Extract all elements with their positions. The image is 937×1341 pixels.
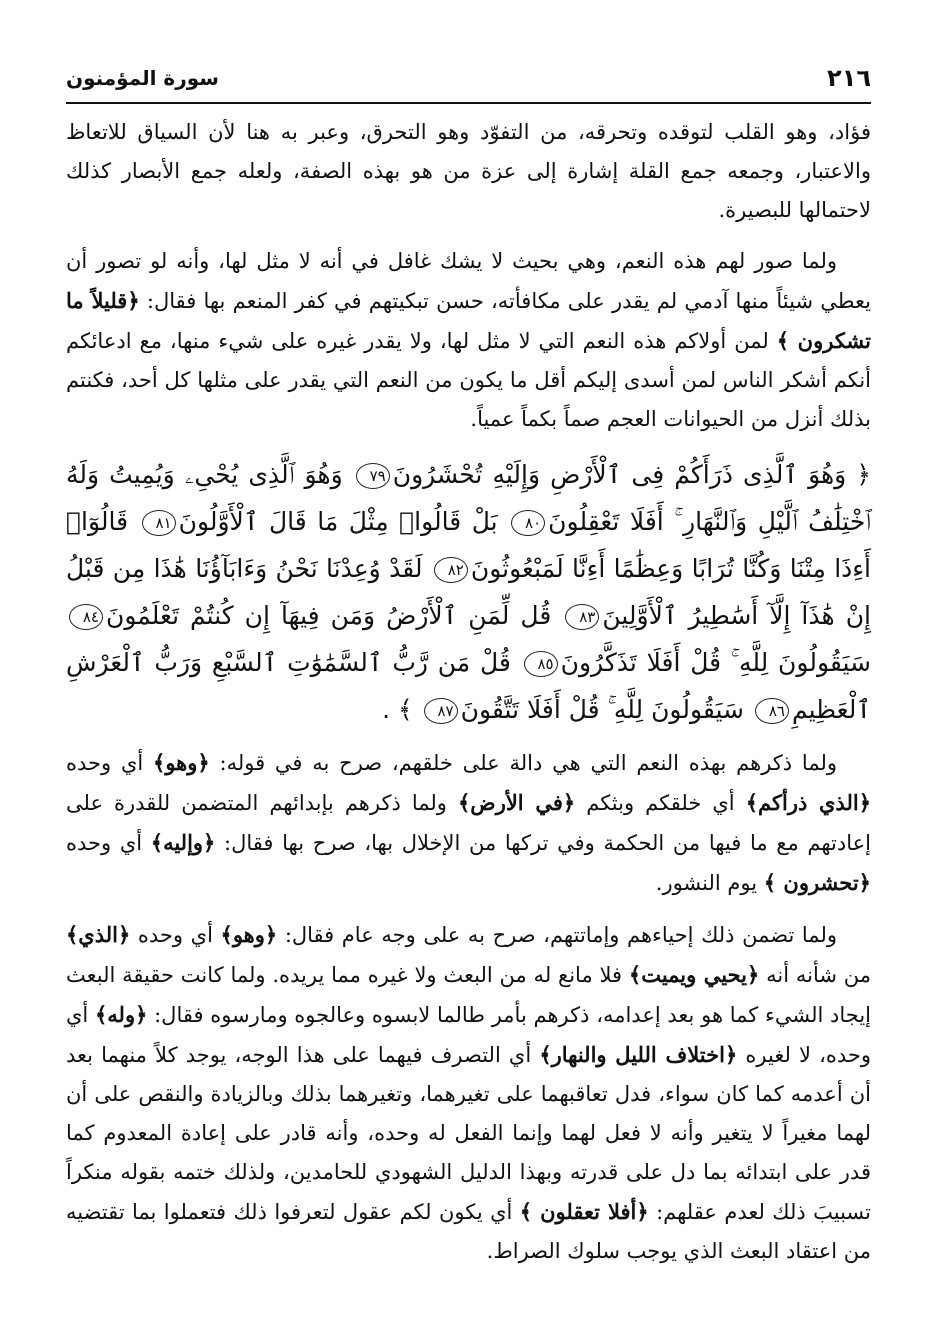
paragraph-text: لمن أولاكم هذه النعم التي لا مثل لها، ولا يقدر غيره على شيء منها، مع ادعائكم أنكم أشكر الناس لمن أسدى إليكم أقل ما يكون من النعم التي يقدر على مثلها كل أحد، فكنتم بذلك أنزل من الحيوانات العجم صماً بكماً عمياً. <box>66 329 871 431</box>
quran-quote: ﴿في الأرض﴾ <box>458 790 576 815</box>
paragraph-text: أي وحده <box>130 923 221 947</box>
verse-number-marker: ٨٤ <box>69 604 103 630</box>
quran-quote: ﴿وله﴾ <box>94 1002 148 1027</box>
paragraph-4 <box>66 915 871 1271</box>
verse-text: وَهُوَ ٱلَّذِى ذَرَأَكُمْ فِى ٱلْأَرْضِ وَإِلَيْهِ تُحْشَرُونَ <box>392 460 847 489</box>
verse-number-marker: ٨٦ <box>755 698 789 724</box>
quran-quote: ﴿أفلا تعقلون ﴾ <box>519 1199 649 1224</box>
verse-number-marker: ٨٧ <box>424 698 458 724</box>
page-header <box>66 62 871 104</box>
quran-quote: ﴿وإليه﴾ <box>150 830 216 855</box>
quran-quote: ﴿قليلاً ما تشكرون ﴾ <box>66 288 871 353</box>
verse-text: بَلْ قَالُوا۟ مِثْلَ مَا قَالَ ٱلْأَوَّلُونَ <box>178 507 498 536</box>
paragraph-text: ولما صور لهم هذه النعم، وهي بحيث لا يشك غافل في أنه لا مثل لها، وأنه لو تصور أن يعطي شيئاً منها آدمي لم يقدر على مكافأته، حسن تبكيتهم في كفر المنعم بها فقال: <box>66 249 871 313</box>
ornate-bracket-open: ﴿ <box>846 460 871 489</box>
page-body <box>66 113 871 1283</box>
verse-number-marker: ٨٥ <box>524 651 558 677</box>
ornate-bracket-close: ﴾ . <box>382 695 421 724</box>
quran-quote: ﴿اختلاف الليل والنهار﴾ <box>539 1042 738 1067</box>
verse-number-marker: ٨٠ <box>511 510 545 536</box>
paragraph-text: يوم النشور. <box>655 871 764 895</box>
paragraph-text: فؤاد، وهو القلب لتوقده وتحرقه، من التفوّد وهو التحرق، وعبر به هنا لأن السياق للاتعاظ والاعتبار، وجمعه جمع القلة إشارة إلى عزة من هو بهذه الصفة، ولعله جمع الأبصار كذلك لاحتمالها للبصيرة. <box>66 120 871 222</box>
verse-number-marker: ٨٢ <box>434 557 468 583</box>
quran-quote: ﴿تحشرون ﴾ <box>763 870 871 895</box>
paragraph-text: أي خلقكم وبثكم <box>575 791 746 815</box>
verse-number-marker: ٧٩ <box>356 463 390 489</box>
verse-text: سَيَقُولُونَ لِلَّهِ ۚ قُلْ أَفَلَا تَذَكَّرُونَ <box>560 648 871 677</box>
verse-number-marker: ٨١ <box>142 510 176 536</box>
paragraph-2 <box>66 242 871 439</box>
verse-text: قَالُوٓا۟ أَءِذَا مِتْنَا وَكُنَّا تُرَابًا وَعِظَٰمًا أَءِنَّا لَمَبْعُوثُونَ <box>66 507 871 583</box>
quran-quote: ﴿وهو﴾ <box>220 922 278 947</box>
paragraph-text: ولما ذكرهم بهذه النعم التي هي دالة على خلقهم، صرح به في قوله: <box>209 751 837 775</box>
verse-text: وَهُوَ ٱلَّذِى يُحْىِۦ وَيُمِيتُ وَلَهُ ٱخْتِلَٰفُ ٱلَّيْلِ وَٱلنَّهَارِ ۚ أَفَلَا تَعْقِلُونَ <box>66 460 871 536</box>
running-title: سورة المؤمنون <box>66 66 219 90</box>
paragraph-text: أي وحده <box>66 751 154 775</box>
paragraph-text: فلا مانع له من البعث ولا غيره مما يريده. ولما كانت حقيقة البعث إيجاد الشيء كما هو بعد إعدامه، ذكرهم بأمر طالما لابسوه وعالجوه ومارسوه فقال: <box>66 963 871 1027</box>
paragraph-text: من شأنه أنه <box>759 963 872 987</box>
paragraph-text: ولما ذكرهم بإبدائهم المتضمن للقدرة على إعادتهم مع ما فيها من الحكمة وفي تركها من الإخلال بها، صرح بها فقال: <box>66 791 871 855</box>
verse-text: لَقَدْ وُعِدْنَا نَحْنُ وَءَابَآؤُنَا هَٰذَا مِن قَبْلُ إِنْ هَٰذَآ إِلَّآ أَسَٰطِيرُ ٱلْأَوَّلِينَ <box>66 554 871 630</box>
verse-text: قُلْ مَن رَّبُّ ٱلسَّمَٰوَٰتِ ٱلسَّبْعِ وَرَبُّ ٱلْعَرْشِ ٱلْعَظِيمِ <box>66 648 871 724</box>
quran-quote: ﴿الذي ذرأكم﴾ <box>745 790 871 815</box>
paragraph-text: أي التصرف فيهما على هذا الوجه، يوجد كلاً منهما بعد أن أعدمه كما كان سواء، فدل تعاقبهما على تغيرهما، وتغيرهما بذلك وبالزيادة والنقص على أن لهما مغيراً لا يتغير وأنه لا فعل لهما وإنما الفعل له وحده، وأنه قادر على إعادة المعدوم كما قدر على ابتدائه بما دل على قدرته وبهذا الدليل الشهودي للحامدين، ولذلك ختمه بقوله منكراً تسبيبَ ذلك لعدم عقلهم: <box>66 1043 871 1224</box>
paragraph-text: أي وحده، لا لغيره <box>66 1003 871 1067</box>
paragraph-1 <box>66 113 871 230</box>
page-number: ٢١٦ <box>827 64 871 92</box>
verse-text: سَيَقُولُونَ لِلَّهِ ۚ قُلْ أَفَلَا تَتَّقُونَ <box>460 695 745 724</box>
paragraph-text: ولما تضمن ذلك إحياءهم وإماتتهم، صرح به على وجه عام فقال: <box>277 923 837 947</box>
paragraph-text: أي يكون لكم عقول لتعرفوا ذلك فتعملوا بما تقتضيه من اعتقاد البعث الذي يوجب سلوك الصراط. <box>66 1200 871 1263</box>
paragraph-text: أي وحده <box>66 831 151 855</box>
quran-quote: ﴿يحيي ويميت﴾ <box>628 962 760 987</box>
quran-quote: ﴿الذي﴾ <box>66 922 131 947</box>
verse-text: قُل لِّمَنِ ٱلْأَرْضُ وَمَن فِيهَآ إِن كُنتُمْ تَعْلَمُونَ <box>106 601 552 630</box>
paragraph-3 <box>66 743 871 903</box>
quran-passage <box>66 451 871 733</box>
verse-number-marker: ٨٣ <box>565 604 599 630</box>
quran-quote: ﴿وهو﴾ <box>153 750 210 775</box>
